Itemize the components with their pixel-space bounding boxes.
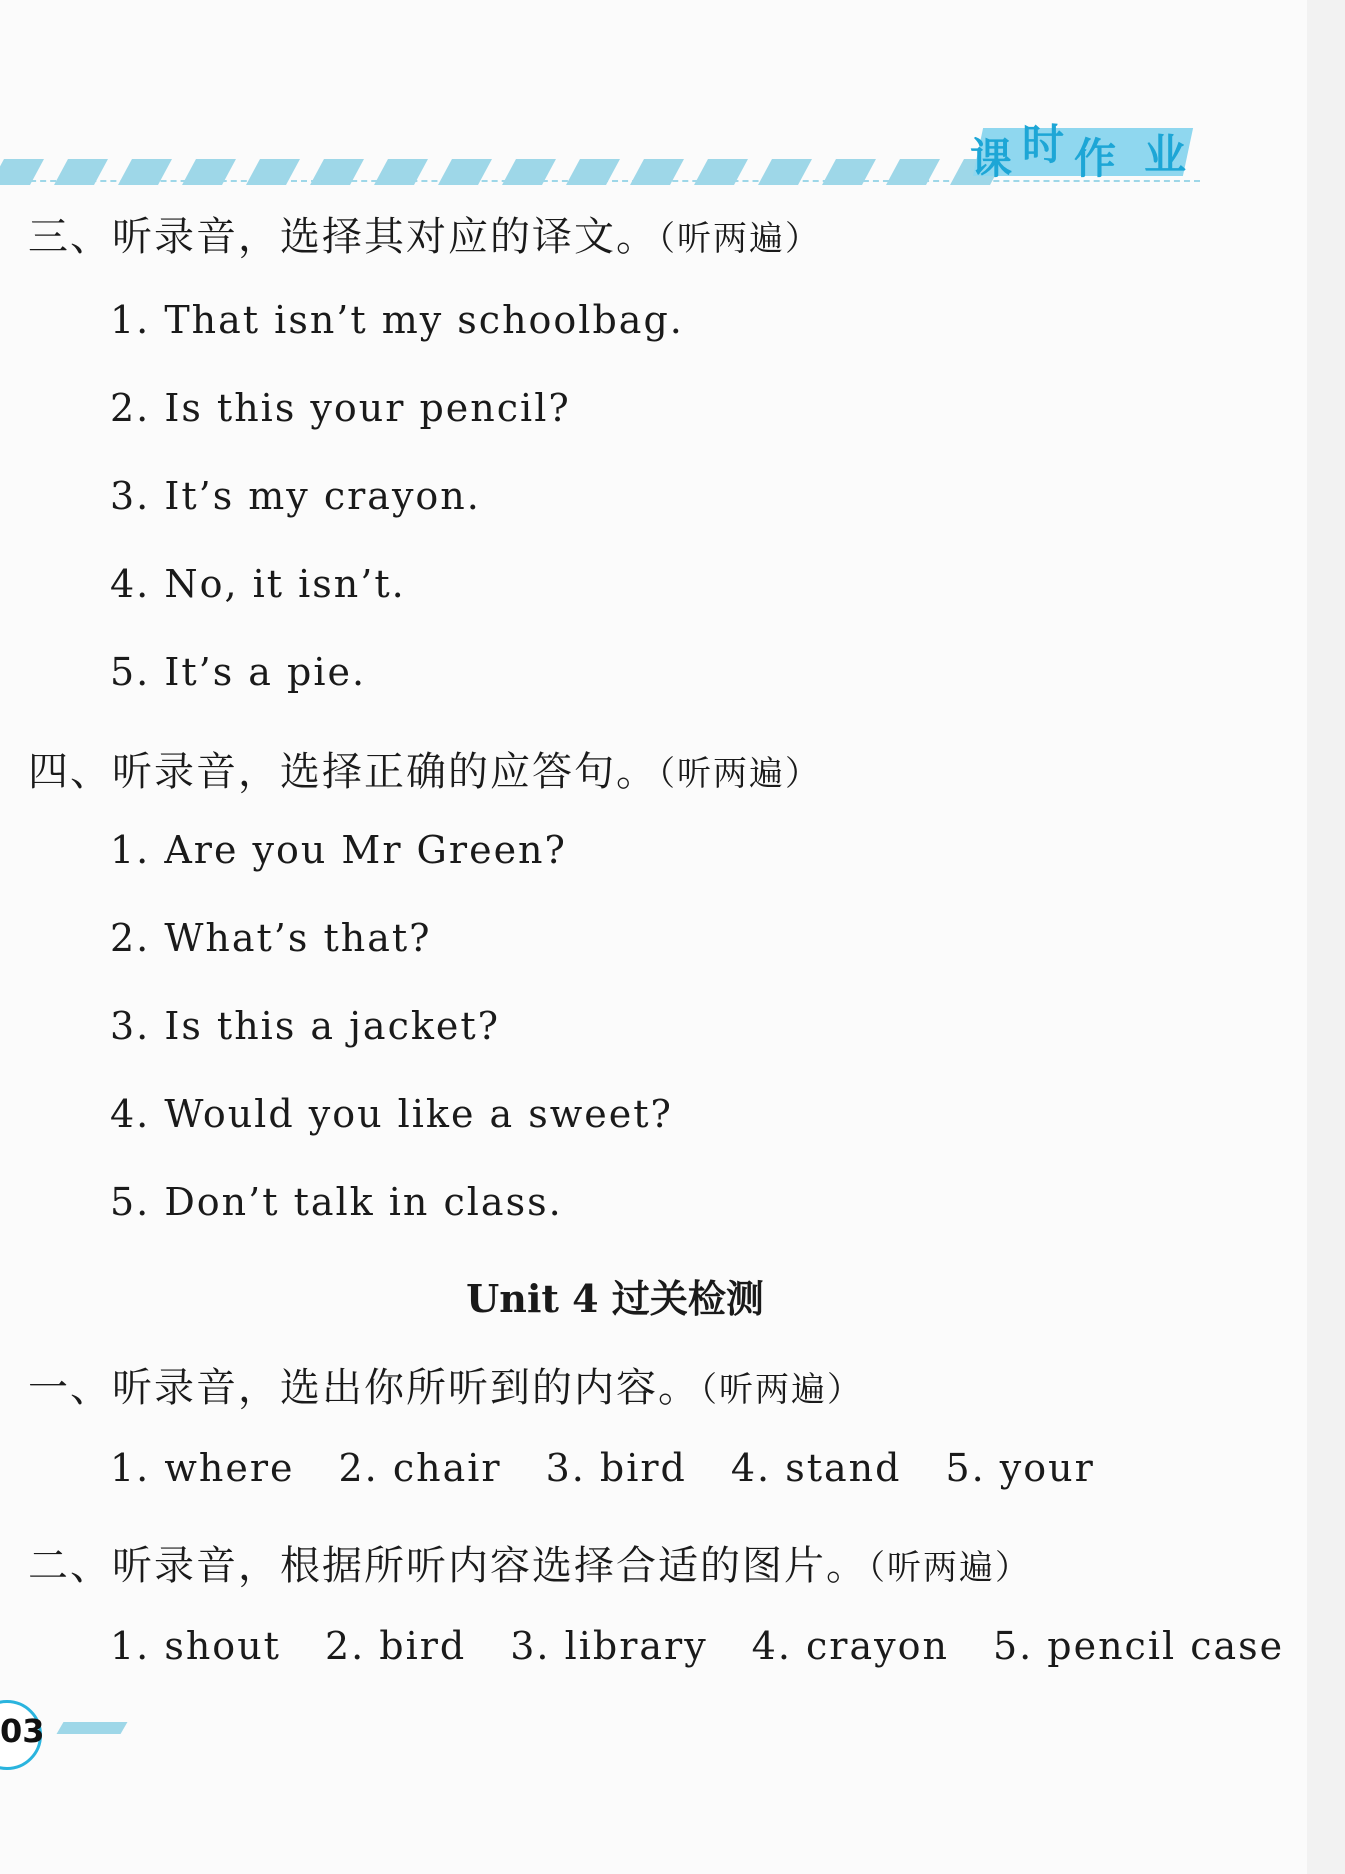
word-item: 2. bird <box>324 1624 467 1668</box>
unit-section-2-heading-text: 二、听录音，根据所听内容选择合适的图片。 <box>28 1543 868 1589</box>
unit-section-1-heading <box>28 1356 863 1413</box>
word-item: 4. stand <box>730 1446 902 1490</box>
unit-section-2-heading <box>28 1534 1031 1591</box>
unit-title: Unit 4 过关检测 <box>466 1276 764 1321</box>
section-4-item-2: 2. What’s that? <box>110 916 432 960</box>
section-3-item-4: 4. No, it isn’t. <box>110 562 406 606</box>
header-title-char-1: 课 <box>970 134 1013 183</box>
section-4-item-5: 5. Don’t talk in class. <box>110 1180 563 1224</box>
unit-section-1-note: （听两遍） <box>700 1370 863 1410</box>
page-edge <box>1307 0 1345 1874</box>
section-3-item-2: 2. Is this your pencil? <box>110 386 571 430</box>
section-4-item-1: 1. Are you Mr Green? <box>110 828 567 872</box>
section-3-item-3: 3. It’s my crayon. <box>110 474 481 518</box>
word-item: 3. bird <box>545 1446 687 1490</box>
unit-section-2-words <box>110 1624 1284 1668</box>
section-4-item-3: 3. Is this a jacket? <box>110 1004 501 1048</box>
unit-section-2-note: （听两遍） <box>868 1548 1031 1588</box>
header-title-char-4: 业 <box>1144 130 1187 179</box>
section-4-heading <box>28 740 821 797</box>
section-3-note: （听两遍） <box>658 219 821 259</box>
word-item: 1. shout <box>110 1624 281 1668</box>
word-item: 3. library <box>510 1624 708 1668</box>
section-4-note: （听两遍） <box>658 754 821 794</box>
unit-section-1-words <box>110 1446 1095 1490</box>
section-3-item-5: 5. It’s a pie. <box>110 650 367 694</box>
word-item: 1. where <box>110 1446 295 1490</box>
word-item: 5. pencil case <box>992 1624 1285 1668</box>
section-3-heading-text: 三、听录音，选择其对应的译文。 <box>28 214 658 260</box>
header-title-char-2: 时 <box>1022 120 1065 169</box>
page-number: 03 <box>0 1712 45 1750</box>
word-item: 2. chair <box>338 1446 502 1490</box>
section-4-item-4: 4. Would you like a sweet? <box>110 1092 673 1136</box>
word-item: 4. crayon <box>751 1624 949 1668</box>
word-item: 5. your <box>945 1446 1095 1490</box>
header-title-char-3: 作 <box>1074 134 1117 183</box>
footer-stripe <box>57 1722 128 1734</box>
section-3-heading <box>28 205 821 262</box>
section-3-item-1: 1. That isn’t my schoolbag. <box>110 298 684 342</box>
header-title <box>970 112 1200 183</box>
unit-section-1-heading-text: 一、听录音，选出你所听到的内容。 <box>28 1365 700 1411</box>
section-4-heading-text: 四、听录音，选择正确的应答句。 <box>28 749 658 795</box>
